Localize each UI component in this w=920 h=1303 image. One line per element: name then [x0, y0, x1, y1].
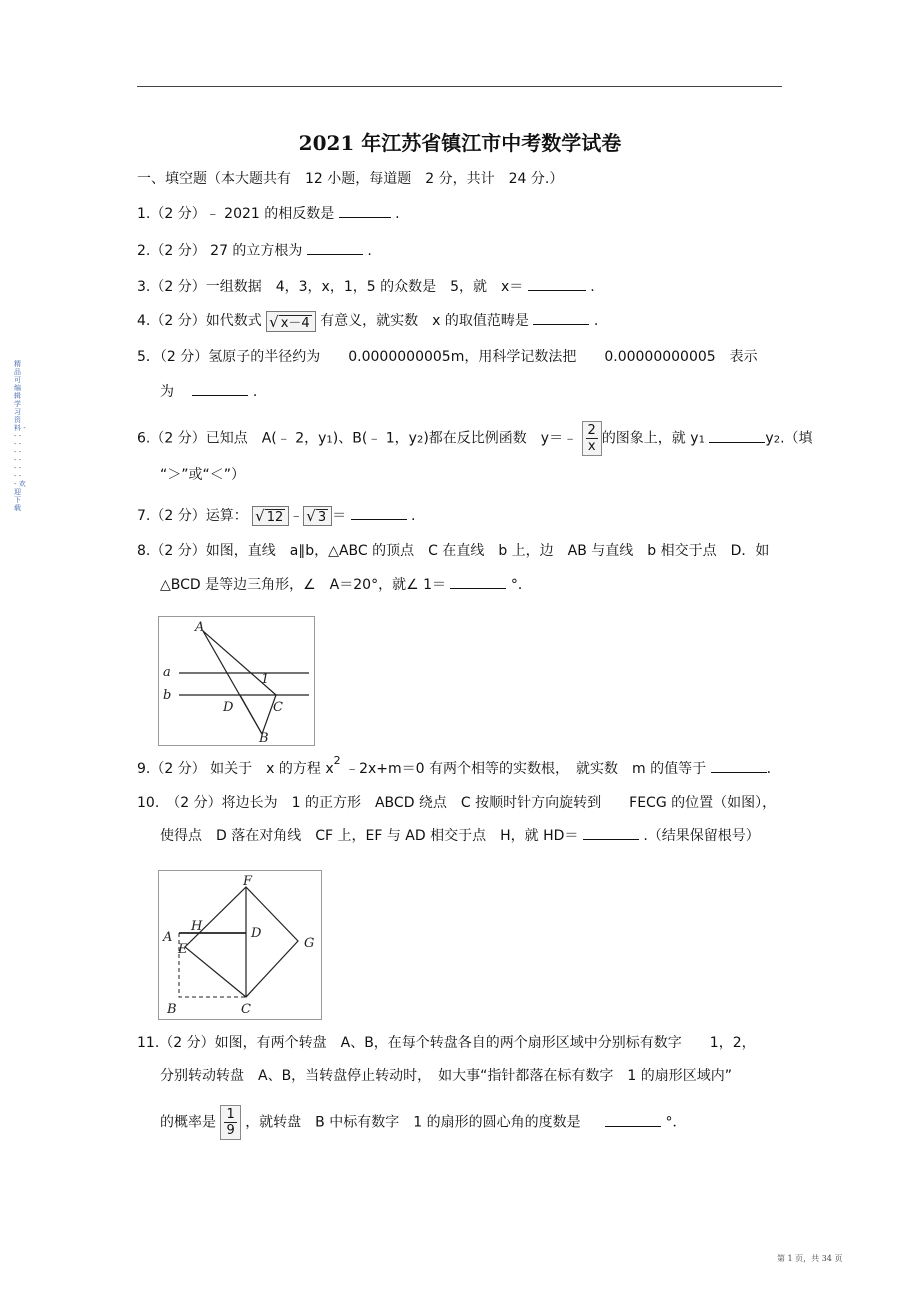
question-11-line1: 11.（2 分）如图，有两个转盘 A、B，在每个转盘各自的两个扇形区域中分别标有数字 1，2， [137, 1035, 756, 1051]
q6-post: 的图象上，就 y [601, 430, 699, 447]
q2-end: . [367, 243, 372, 259]
label-C: C [273, 700, 283, 715]
q4-pre: 4.（2 分）如代数式 [137, 313, 262, 329]
label-1: 1 [261, 672, 270, 687]
question-4 [137, 310, 598, 332]
q11-end: °． [665, 1114, 687, 1131]
q7-end: . [411, 508, 416, 524]
q7-answer-blank[interactable] [351, 505, 407, 520]
section-header: 一、填空题（本大题共有 12 小题，每道题 2 分，共计 24 分.） [137, 171, 564, 187]
label-A: A [163, 930, 173, 945]
q6-post2: y [765, 430, 774, 447]
q1-end: . [395, 206, 400, 222]
q7-radical-1: √ 12 [252, 506, 289, 526]
q4-radicand: x－4 [280, 315, 310, 331]
q10-end: .（结果保留根号） [643, 828, 760, 844]
page-footer: 第 1 页，共 34 页 [777, 1254, 843, 1263]
q1-answer-blank[interactable] [339, 203, 391, 218]
q6-fraction [582, 421, 602, 456]
page-title: 2021 年江苏省镇江市中考数学试卷 [298, 131, 622, 155]
q9-answer-blank[interactable] [711, 758, 767, 773]
question-2 [137, 240, 372, 260]
q7-minus: ﹣ [289, 508, 304, 524]
label-D: D [223, 700, 234, 715]
q10-line2: 使得点 D 落在对角线 CF 上，EF 与 AD 相交于点 H，就 HD＝ [160, 828, 579, 844]
q9-post: ﹣2x+m＝0 有两个相等的实数根， 就实数 m 的值等于 [345, 761, 707, 777]
label-E: E [178, 942, 188, 957]
q6-answer-blank[interactable] [709, 428, 765, 443]
label-H: H [191, 919, 203, 934]
label-D: D [251, 926, 262, 941]
side-watermark-note: 精品可编辑学习资料 - - - - - - - - - - - - - - 欢迎下载 [14, 360, 26, 512]
question-5-line2 [160, 381, 257, 401]
question-11-line3 [160, 1105, 687, 1140]
question-3 [137, 276, 595, 296]
q11-line3-pre: 的概率是 [160, 1114, 216, 1131]
q11-frac-den: 9 [226, 1123, 235, 1138]
question-9 [137, 754, 772, 778]
q2-answer-blank[interactable] [307, 240, 363, 255]
q9-pre: 9.（2 分） 如关于 x 的方程 [137, 761, 321, 777]
label-C: C [241, 1002, 251, 1017]
q6-frac-den: x [587, 439, 596, 454]
figure-q10 [158, 870, 322, 1020]
q10-answer-blank[interactable] [583, 825, 639, 840]
q9-x: x [325, 761, 334, 777]
q11-line3-post: ，就转盘 B 中标有数字 1 的扇形的圆心角的度数是 [245, 1114, 581, 1131]
label-B: B [167, 1002, 177, 1017]
q7-radical-2: √ 3 [303, 506, 332, 526]
question-8-line1: 8.（2 分）如图，直线 a∥b，△ABC 的顶点 C 在直线 b 上，边 AB 与直线 b 相交于点 D．如 [137, 543, 770, 559]
label-a: a [163, 665, 171, 680]
q11-fraction [220, 1105, 240, 1140]
q11-answer-blank[interactable] [605, 1112, 661, 1127]
q6-mid: )、B(﹣ 1，y [332, 430, 417, 447]
q4-end: . [593, 313, 599, 329]
q9-sup: 2 [333, 754, 341, 767]
figure-q8-svg [159, 617, 314, 745]
q3-answer-blank[interactable] [528, 276, 586, 291]
q5-line2: 为 [160, 384, 174, 400]
label-G: G [304, 936, 315, 951]
q7-radicand-2: 3 [317, 510, 327, 525]
q4-radical: √ x－4 [266, 311, 316, 332]
figure-q10-svg [159, 871, 321, 1019]
q8-line2: △BCD 是等边三角形，∠ A＝20°，就∠ 1＝ [160, 577, 446, 593]
q5-answer-blank[interactable] [192, 381, 248, 396]
q2-text: 2.（2 分） 27 的立方根为 [137, 243, 303, 259]
question-10-line2 [160, 825, 760, 845]
question-6-line1 [137, 421, 813, 456]
question-7 [137, 505, 415, 526]
q9-end: . [766, 761, 772, 777]
q6-sub3: 1 [698, 434, 705, 446]
q3-end: . [590, 279, 595, 295]
square-FECG [185, 887, 298, 997]
question-5-line1: 5．（2 分）氢原子的半径约为 0.0000000005m，用科学记数法把 0.00000000005 表示 [137, 349, 758, 365]
segment-DB [240, 695, 262, 734]
question-6-line2: “＞”或“＜”） [160, 467, 246, 483]
question-8-line2 [160, 574, 532, 594]
label-F: F [243, 874, 253, 889]
q6-sub1: 1 [326, 434, 333, 446]
q4-answer-blank[interactable] [533, 310, 589, 325]
q3-text: 3.（2 分）一组数据 4，3，x，1，5 的众数是 5，就 x＝ [137, 279, 524, 295]
q11-frac-num: 1 [226, 1107, 235, 1122]
label-B: B [259, 731, 269, 745]
q6-sub2: 2 [416, 434, 424, 446]
top-rule [137, 86, 782, 87]
q4-post: 有意义，就实数 x 的取值范畴是 [320, 313, 529, 329]
label-b: b [163, 688, 172, 703]
q6-post3: .（填 [780, 430, 813, 447]
q7-pre: 7.（2 分）运算： [137, 508, 248, 524]
question-1 [137, 203, 400, 223]
q5-end: . [252, 384, 258, 400]
q8-answer-blank[interactable] [450, 574, 506, 589]
q7-eq: ＝ [332, 508, 347, 524]
figure-q8 [158, 616, 315, 746]
question-11-line2: 分别转动转盘 A、B，当转盘停止转动时， 如大事“指针都落在标有数字 1 的扇形区域内” [160, 1068, 733, 1084]
q1-text: 1.（2 分）﹣ 2021 的相反数是 [137, 206, 335, 222]
q6-frac-num: 2 [587, 423, 596, 438]
q6-sub4: 2 [773, 434, 781, 446]
q6-pre: 6.（2 分）已知点 A(﹣ 2，y [137, 430, 327, 447]
q6-mid2: )都在反比例函数 y＝﹣ [423, 430, 578, 447]
q8-end: °． [510, 577, 532, 593]
q7-radicand-1: 12 [266, 510, 284, 525]
question-10-line1: 10. （2 分）将边长为 1 的正方形 ABCD 绕点 C 按顺时针方向旋转到 FECG 的位置（如图）， [137, 795, 777, 811]
label-A: A [195, 620, 205, 635]
